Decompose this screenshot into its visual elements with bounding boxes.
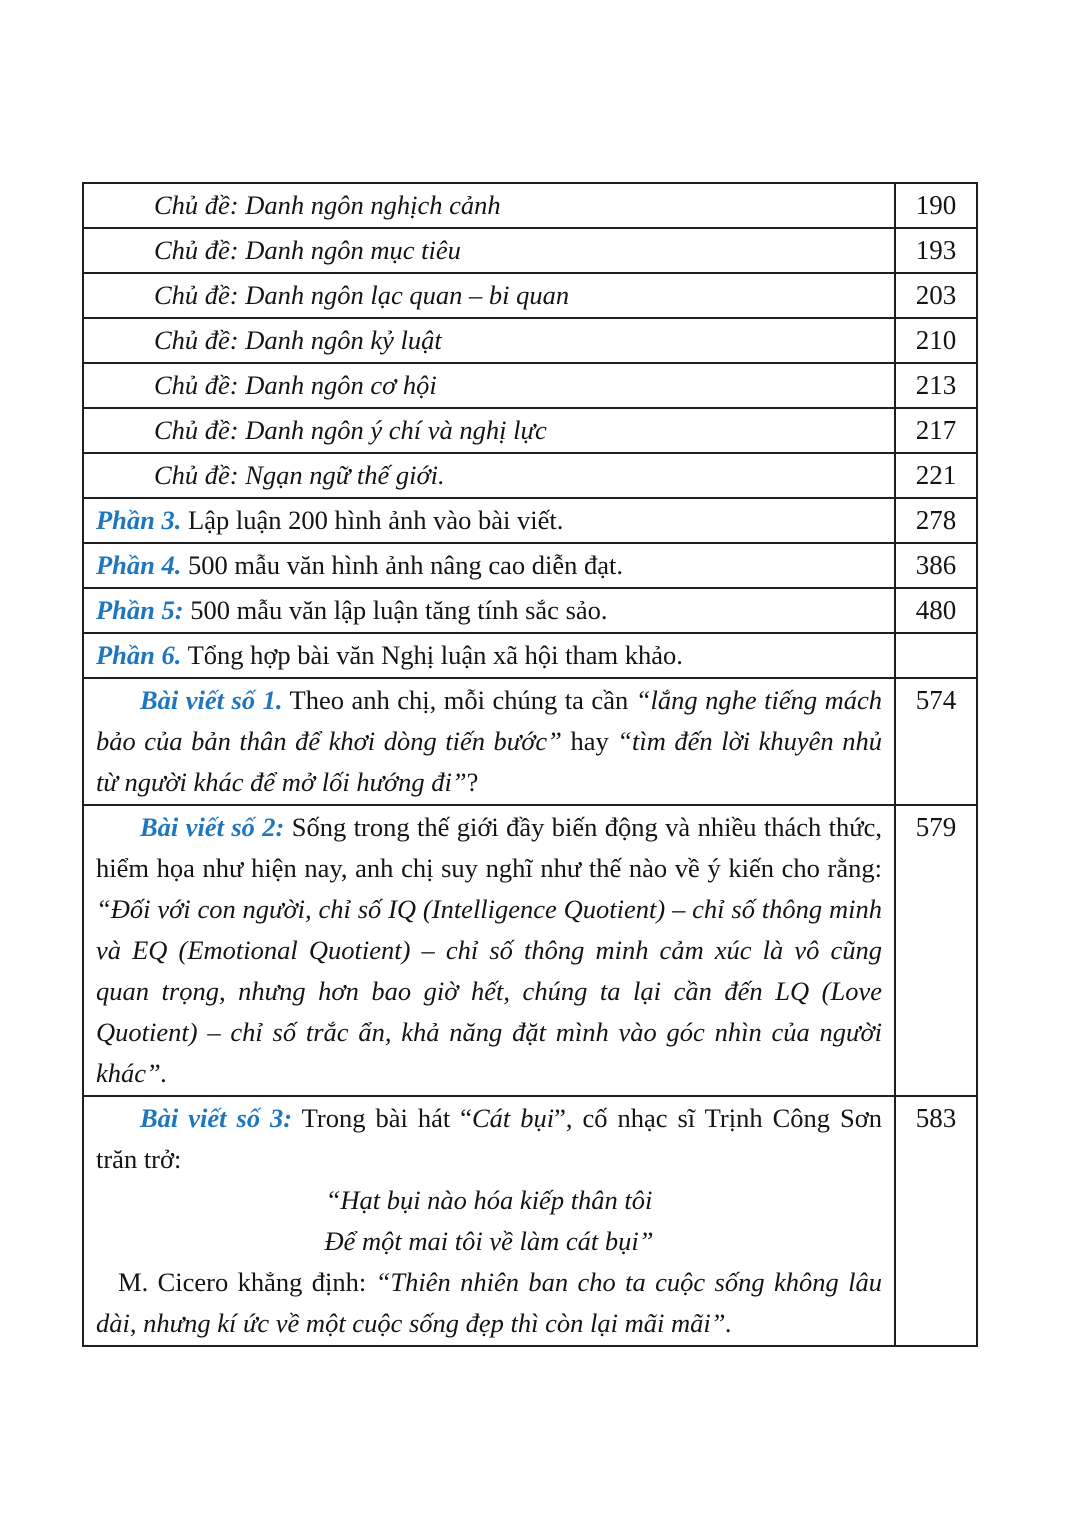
paragraph [96,1098,882,1180]
text-run: Phần 6. [96,640,182,670]
page-number: 583 [915,1103,957,1133]
toc-table [82,182,978,1347]
row-page-cell [896,409,976,452]
paragraph [96,545,882,586]
row-page-cell [896,319,976,362]
text-run: Tổng hợp bài văn Nghị luận xã hội tham khảo. [181,640,683,670]
table-row [84,679,976,806]
text-run: Cát bụi [471,1103,555,1133]
table-row [84,454,976,499]
paragraph [96,680,882,803]
row-content-cell [84,184,896,227]
table-row [84,634,976,679]
row-content-cell [84,634,896,677]
page-number: 579 [915,812,957,842]
row-page-cell [896,806,976,1095]
row-content-cell [84,364,896,407]
text-run: Chủ đề: Ngạn ngữ thế giới. [154,460,445,490]
row-page-cell [896,544,976,587]
row-page-cell [896,364,976,407]
table-row [84,589,976,634]
table-row [84,274,976,319]
text-run: “Hạt bụi nào hóa kiếp thân tôi [325,1185,653,1215]
page-number: 386 [915,550,957,580]
page-number: 190 [915,190,957,220]
row-content-cell [84,409,896,452]
text-run: Trong bài hát “ [292,1103,472,1133]
row-page-cell [896,634,976,677]
table-row [84,319,976,364]
text-run: Chủ đề: Danh ngôn nghịch cảnh [154,190,501,220]
paragraph [96,807,882,1094]
page-number: 278 [915,505,957,535]
row-page-cell [896,184,976,227]
page-number: 193 [915,235,957,265]
row-content-cell [84,274,896,317]
row-content-cell [84,806,896,1095]
row-page-cell [896,679,976,804]
text-run: Chủ đề: Danh ngôn lạc quan – bi quan [154,280,570,310]
text-run: “tìm đến lời khuyên nhủ từ người khác để mở lối hướng đi” [96,726,882,797]
text-run: Chủ đề: Danh ngôn kỷ luật [154,325,442,355]
table-row [84,1097,976,1345]
row-content-cell [84,454,896,497]
text-run: Chủ đề: Danh ngôn mục tiêu [154,235,461,265]
paragraph [96,320,882,361]
page-number: 210 [915,325,957,355]
row-page-cell [896,229,976,272]
text-run: Phần 3. [96,505,182,535]
row-page-cell [896,274,976,317]
paragraph [96,410,882,451]
text-run: Bài viết số 2: [140,812,285,842]
table-row [84,499,976,544]
row-content-cell [84,1097,896,1345]
paragraph [96,635,882,676]
text-run: “Đối với con người, chỉ số IQ (Intelligence Quotient) – chỉ số thông minh và EQ (Emotional Quotient) – chỉ số thông minh cảm xúc là vô cũng quan trọng, nhưng hơn bao giờ hết, chúng ta lại cần đến LQ (Love Quotient) – chỉ số trắc ẩn, khả năng đặt mình vào góc nhìn của người khác”. [96,894,882,1088]
text-run: Bài viết số 1. [140,685,283,715]
page-number: 213 [915,370,957,400]
text-run: hay [561,726,618,756]
row-content-cell [84,589,896,632]
text-run: M. Cicero khẳng định: [118,1267,376,1297]
table-row [84,544,976,589]
text-run: Lập luận 200 hình ảnh vào bài viết. [181,505,564,535]
text-run: “Thiên nhiên ban cho ta cuộc sống không lâu dài, nhưng kí ức về một cuộc sống đẹp thì còn lại mãi mãi”. [96,1267,883,1338]
text-run: Bài viết số 3: [140,1103,293,1133]
text-run: 500 mẫu văn hình ảnh nâng cao diễn đạt. [181,550,623,580]
page-number: 480 [915,595,957,625]
text-run: “lắng nghe tiếng mách bảo của bản thân để khơi dòng tiến bước” [96,685,882,756]
text-run: ”, cố nhạc sĩ Trịnh Công Sơn trăn trở: [96,1103,882,1174]
table-row [84,409,976,454]
text-run: Chủ đề: Danh ngôn cơ hội [154,370,437,400]
paragraph [96,365,882,406]
paragraph [96,455,882,496]
paragraph [96,1221,882,1262]
paragraph [96,590,882,631]
text-run: Phần 5: [96,595,184,625]
text-run: Sống trong thế giới đầy biến động và nhiều thách thức, hiểm họa như hiện nay, anh chị suy nghĩ như thế nào về ý kiến cho rằng: [96,812,882,883]
page-number: 217 [915,415,957,445]
paragraph [96,230,882,271]
table-row [84,364,976,409]
text-run: ? [466,767,479,797]
row-content-cell [84,229,896,272]
row-page-cell [896,1097,976,1345]
text-run: 500 mẫu văn lập luận tăng tính sắc sảo. [183,595,608,625]
text-run: Theo anh chị, mỗi chúng ta cần [282,685,636,715]
page-number: 574 [915,685,957,715]
table-row [84,229,976,274]
row-content-cell [84,319,896,362]
page-number: 203 [915,280,957,310]
row-page-cell [896,589,976,632]
row-content-cell [84,499,896,542]
text-run: Phần 4. [96,550,182,580]
row-content-cell [84,679,896,804]
text-run: Chủ đề: Danh ngôn ý chí và nghị lực [154,415,547,445]
row-page-cell [896,499,976,542]
paragraph [96,1262,882,1344]
paragraph [96,1180,882,1221]
text-run: Để một mai tôi về làm cát bụi” [324,1226,654,1256]
paragraph [96,185,882,226]
row-page-cell [896,454,976,497]
page-number: 221 [915,460,957,490]
paragraph [96,500,882,541]
table-row [84,184,976,229]
row-content-cell [84,544,896,587]
table-row [84,806,976,1097]
paragraph [96,275,882,316]
